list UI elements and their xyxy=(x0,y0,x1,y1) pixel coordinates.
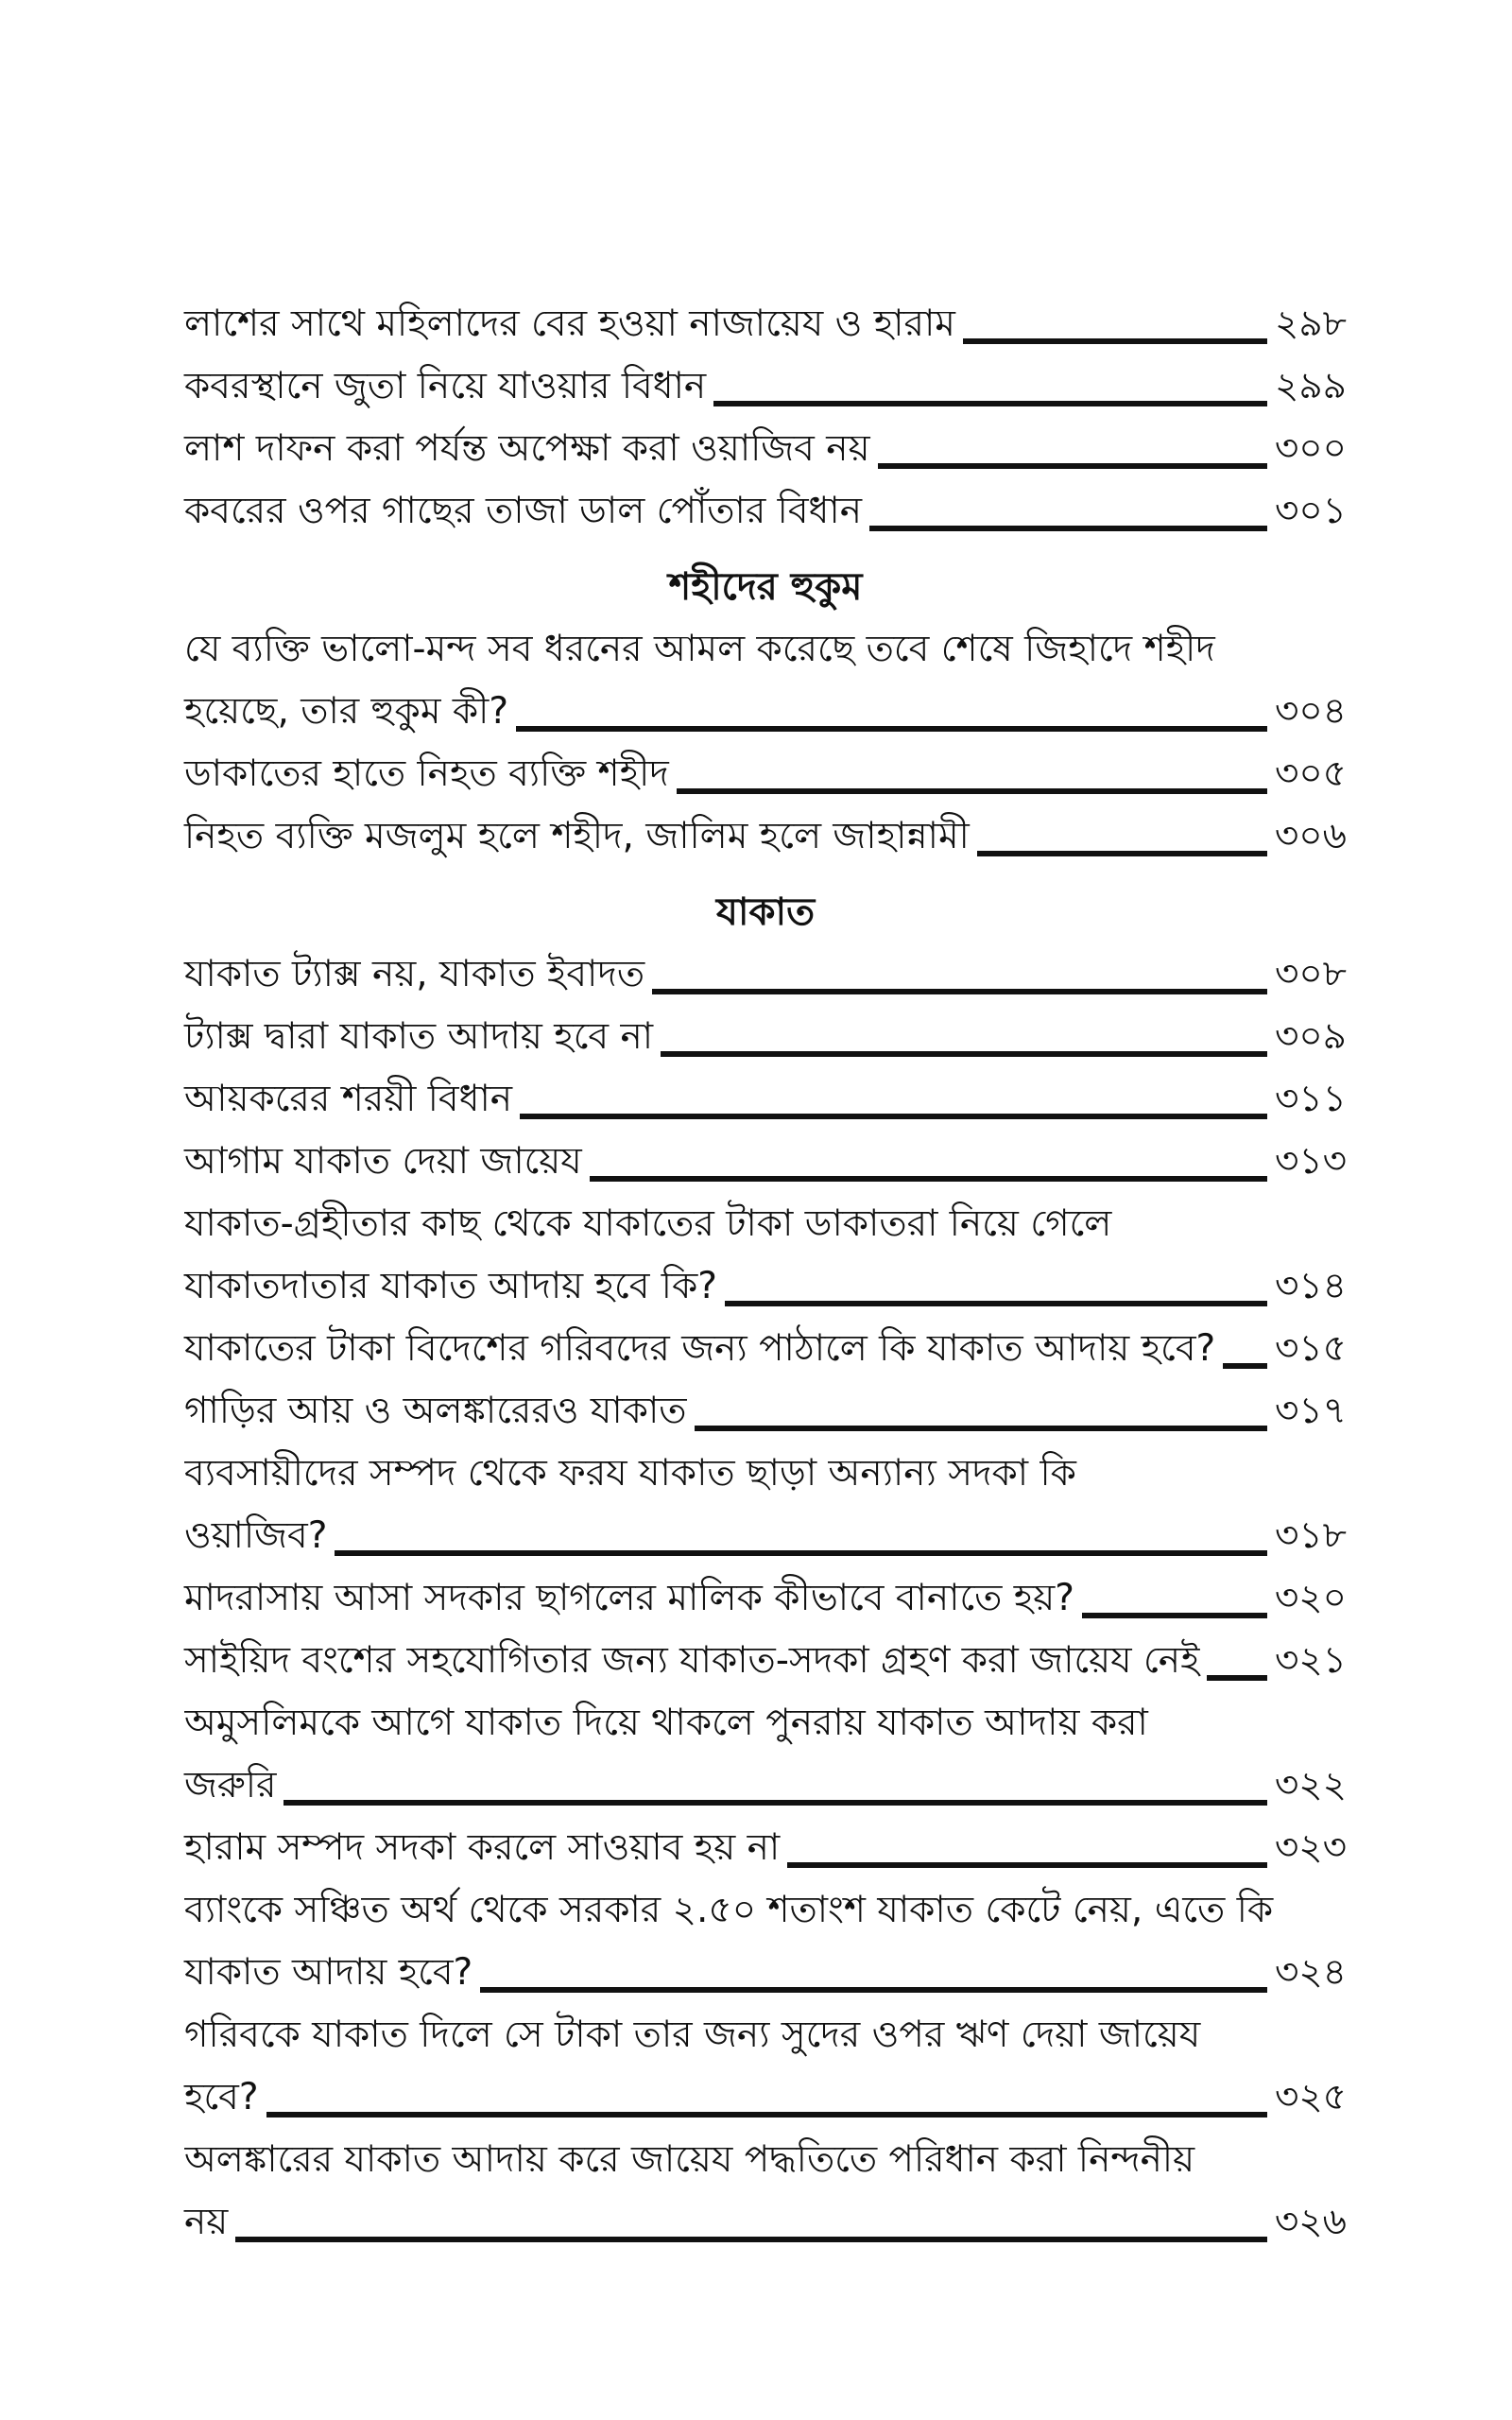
toc-entry[interactable] xyxy=(184,2004,1347,2129)
toc-entry[interactable] xyxy=(184,293,1347,355)
entry-title: ট্যাক্স দ্বারা যাকাত আদায় হবে না xyxy=(184,1015,654,1058)
entry-page-number: ৩১৭ xyxy=(1274,1390,1347,1432)
entry-title: কবরের ওপর গাছের তাজা ডাল পোঁতার বিধান xyxy=(184,490,862,532)
toc-entry[interactable] xyxy=(184,418,1347,480)
leader-line xyxy=(590,1176,1267,1182)
leader-line xyxy=(695,1426,1267,1431)
leader-line xyxy=(266,2112,1267,2118)
toc-entry[interactable] xyxy=(184,1380,1347,1443)
toc-entry[interactable] xyxy=(184,1006,1347,1068)
entry-line xyxy=(184,1131,1347,1193)
leader-line xyxy=(725,1301,1267,1306)
entry-page-number: ৩২১ xyxy=(1274,1639,1347,1682)
leader-line xyxy=(661,1051,1267,1057)
section-heading: শহীদের হুকুম xyxy=(668,565,863,609)
section-spacer xyxy=(184,543,1347,556)
leader-line xyxy=(1223,1363,1267,1369)
entry-line xyxy=(184,1380,1347,1443)
toc-entry[interactable] xyxy=(184,1817,1347,1879)
entry-page-number: ২৯৮ xyxy=(1275,302,1347,345)
entry-title: গাড়ির আয় ও অলঙ্কারেরও যাকাত xyxy=(184,1390,687,1432)
toc-entry[interactable] xyxy=(184,1318,1347,1380)
entry-title: সাইয়িদ বংশের সহযোগিতার জন্য যাকাত-সদকা গ্রহণ করা জায়েয নেই xyxy=(184,1639,1200,1682)
entry-title-first-line: ব্যবসায়ীদের সম্পদ থেকে ফরয যাকাত ছাড়া অন্যান্য সদকা কি xyxy=(184,1452,1076,1495)
entry-title-first-line: যে ব্যক্তি ভালো-মন্দ সব ধরনের আমল করেছে তবে শেষে জিহাদে শহীদ xyxy=(184,628,1215,670)
entry-page-number: ৩০৬ xyxy=(1274,815,1347,857)
entry-page-number: ৩০১ xyxy=(1274,490,1347,532)
entry-page-number: ২৯৯ xyxy=(1275,365,1347,407)
entry-page-number: ৩১৫ xyxy=(1275,1327,1347,1370)
leader-line xyxy=(520,1114,1267,1119)
entry-line xyxy=(184,1942,1347,2004)
entry-page-number: ৩১৩ xyxy=(1274,1140,1347,1183)
entry-title: হয়েছে, তার হুকুম কী? xyxy=(184,690,509,733)
entry-title: মাদরাসায় আসা সদকার ছাগলের মালিক কীভাবে বানাতে হয়? xyxy=(184,1577,1074,1619)
entry-title-first-line: যাকাত-গ্রহীতার কাছ থেকে যাকাতের টাকা ডাকাতরা নিয়ে গেলে xyxy=(184,1202,1112,1245)
entry-line xyxy=(184,743,1347,805)
entry-title: আয়করের শরয়ী বিধান xyxy=(184,1078,513,1120)
leader-line xyxy=(677,788,1267,794)
leader-line xyxy=(1082,1613,1267,1618)
leader-line xyxy=(869,526,1267,531)
toc-entry[interactable] xyxy=(184,1443,1347,1567)
entry-title: জরুরি xyxy=(184,1764,277,1806)
section-heading: যাকাত xyxy=(715,890,816,934)
entry-title: নয় xyxy=(184,2201,229,2243)
entry-line xyxy=(184,418,1347,480)
entry-line xyxy=(184,355,1347,418)
leader-line xyxy=(963,338,1267,344)
toc-entry[interactable] xyxy=(184,1692,1347,1817)
entry-page-number: ৩২৬ xyxy=(1274,2201,1347,2243)
toc-entry[interactable] xyxy=(184,1193,1347,1318)
leader-line xyxy=(713,401,1267,406)
entry-title: লাশ দাফন করা পর্যন্ত অপেক্ষা করা ওয়াজিব নয় xyxy=(184,427,870,470)
toc-entry[interactable] xyxy=(184,480,1347,543)
entry-line xyxy=(184,1567,1347,1630)
entry-page-number: ৩০৯ xyxy=(1274,1015,1347,1058)
entry-title: যাকাতের টাকা বিদেশের গরিবদের জন্য পাঠালে কি যাকাত আদায় হবে? xyxy=(184,1327,1216,1370)
toc-entry[interactable] xyxy=(184,355,1347,418)
table-of-contents xyxy=(184,293,1347,2254)
entry-title-first-line: গরিবকে যাকাত দিলে সে টাকা তার জন্য সুদের ওপর ঋণ দেয়া জায়েয xyxy=(184,2014,1201,2056)
entry-line xyxy=(184,1630,1347,1692)
section-spacer xyxy=(184,868,1347,881)
leader-line xyxy=(480,1987,1267,1993)
toc-entry[interactable] xyxy=(184,1630,1347,1692)
entry-line xyxy=(184,480,1347,543)
toc-entry[interactable] xyxy=(184,1131,1347,1193)
entry-page-number: ৩১৪ xyxy=(1275,1265,1347,1307)
toc-entry[interactable] xyxy=(184,2129,1347,2254)
entry-page-number: ৩২২ xyxy=(1274,1764,1347,1806)
entry-line xyxy=(184,1505,1347,1567)
leader-line xyxy=(335,1550,1267,1556)
entry-title: যাকাতদাতার যাকাত আদায় হবে কি? xyxy=(184,1265,717,1307)
toc-entry[interactable] xyxy=(184,743,1347,805)
entry-line xyxy=(184,2066,1347,2129)
entry-line xyxy=(184,943,1347,1006)
entry-line xyxy=(184,1754,1347,1817)
toc-entry[interactable] xyxy=(184,618,1347,743)
entry-line xyxy=(184,293,1347,355)
entry-page-number: ৩২৪ xyxy=(1274,1951,1347,1994)
entry-page-number: ৩১৮ xyxy=(1275,1514,1347,1557)
entry-page-number: ৩২০ xyxy=(1274,1577,1347,1619)
entry-line xyxy=(184,1817,1347,1879)
entry-title: ওয়াজিব? xyxy=(184,1514,328,1557)
toc-entry[interactable] xyxy=(184,943,1347,1006)
entry-line xyxy=(184,681,1347,743)
toc-entry[interactable] xyxy=(184,1567,1347,1630)
entry-page-number: ৩০৪ xyxy=(1274,690,1347,733)
leader-line xyxy=(516,726,1267,732)
entry-title: কবরস্থানে জুতা নিয়ে যাওয়ার বিধান xyxy=(184,365,707,407)
entry-title: আগাম যাকাত দেয়া জায়েয xyxy=(184,1140,582,1183)
entry-line xyxy=(184,1068,1347,1131)
entry-title: হারাম সম্পদ সদকা করলে সাওয়াব হয় না xyxy=(184,1826,781,1869)
entry-line xyxy=(184,1255,1347,1318)
entry-line xyxy=(184,2191,1347,2254)
entry-line xyxy=(184,1318,1347,1380)
leader-line xyxy=(235,2237,1267,2242)
entry-title: যাকাত ট্যাক্স নয়, যাকাত ইবাদত xyxy=(184,953,645,995)
leader-line xyxy=(787,1862,1267,1868)
toc-entry[interactable] xyxy=(184,805,1347,868)
entry-title-first-line: অলঙ্কারের যাকাত আদায় করে জায়েয পদ্ধতিতে পরিধান করা নিন্দনীয় xyxy=(184,2138,1195,2181)
entry-page-number: ৩০৮ xyxy=(1274,953,1347,995)
entry-page-number: ৩২৩ xyxy=(1274,1826,1347,1869)
entry-line xyxy=(184,805,1347,868)
entry-page-number: ৩০৫ xyxy=(1274,752,1347,795)
entry-page-number: ৩২৫ xyxy=(1274,2076,1347,2118)
entry-title-first-line: অমুসলিমকে আগে যাকাত দিয়ে থাকলে পুনরায় যাকাত আদায় করা xyxy=(184,1702,1148,1744)
entry-title: যাকাত আদায় হবে? xyxy=(184,1951,473,1994)
leader-line xyxy=(652,989,1267,994)
leader-line xyxy=(977,851,1267,856)
entry-title-first-line: ব্যাংকে সঞ্চিত অর্থ থেকে সরকার ২.৫০ শতাংশ যাকাত কেটে নেয়, এতে কি xyxy=(184,1889,1274,1931)
entry-title: লাশের সাথে মহিলাদের বের হওয়া নাজায়েয ও হারাম xyxy=(184,302,955,345)
entry-title: ডাকাতের হাতে নিহত ব্যক্তি শহীদ xyxy=(184,752,669,795)
leader-line xyxy=(1207,1675,1267,1681)
leader-line xyxy=(878,463,1267,469)
entry-title: নিহত ব্যক্তি মজলুম হলে শহীদ, জালিম হলে জাহান্নামী xyxy=(184,815,970,857)
leader-line xyxy=(284,1800,1266,1806)
entry-page-number: ৩১১ xyxy=(1275,1078,1347,1120)
toc-entry[interactable] xyxy=(184,1068,1347,1131)
entry-page-number: ৩০০ xyxy=(1274,427,1347,470)
entry-title: হবে? xyxy=(184,2076,259,2118)
entry-line xyxy=(184,1006,1347,1068)
toc-entry[interactable] xyxy=(184,1879,1347,2004)
